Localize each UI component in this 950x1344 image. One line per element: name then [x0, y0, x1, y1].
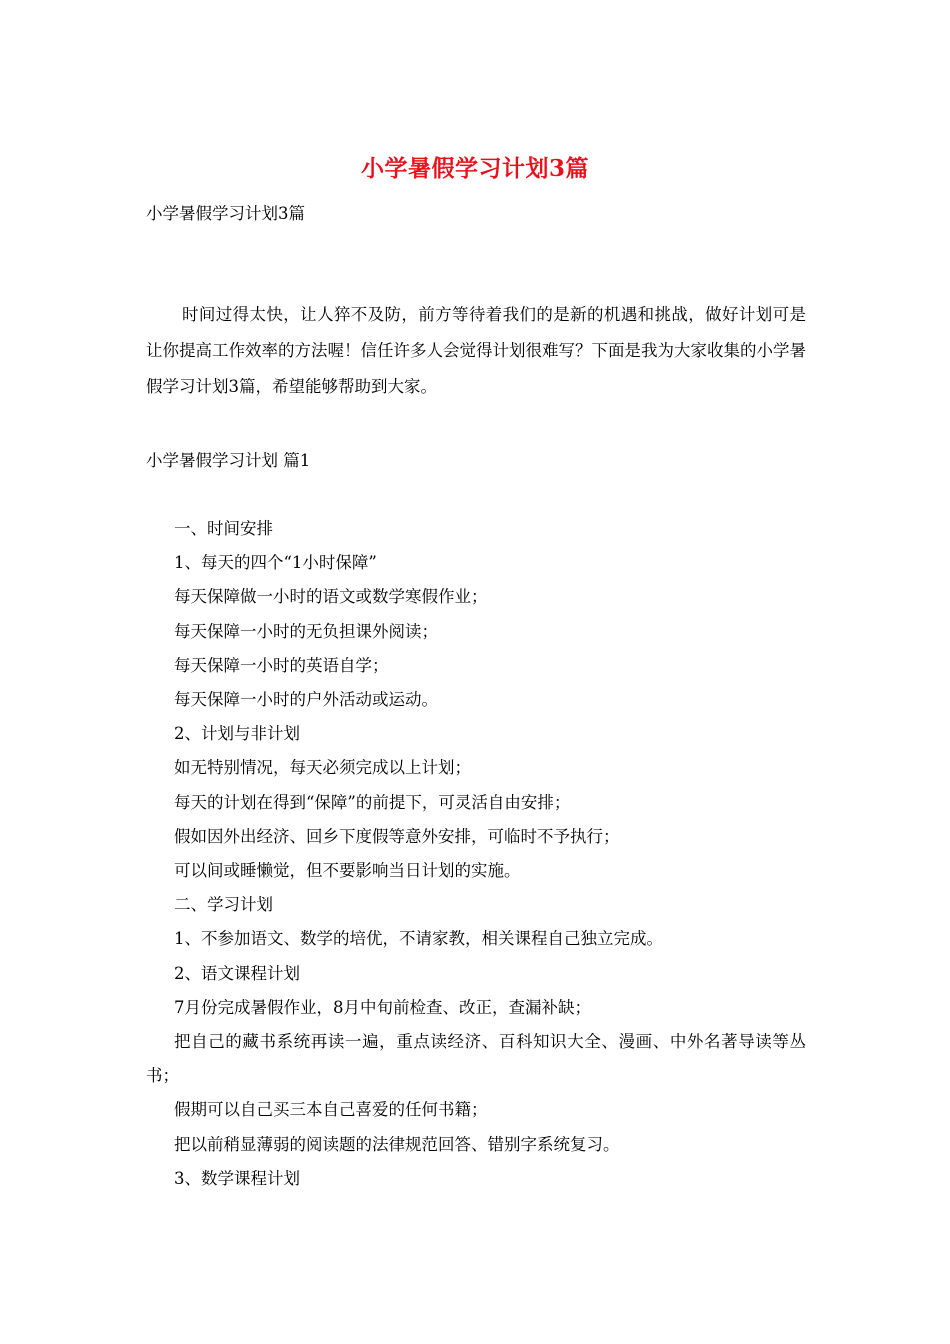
plan-line: 每天的计划在得到“保障”的前提下，可灵活自由安排； — [174, 792, 571, 812]
document-subtitle: 小学暑假学习计划3篇 — [146, 204, 305, 223]
plan-line: 2、计划与非计划 — [174, 724, 300, 744]
plan-line: 假期可以自己买三本自己喜爱的任何书籍； — [174, 1100, 488, 1120]
plan-line: 二、学习计划 — [174, 895, 273, 915]
plan-line: 每天保障一小时的英语自学； — [174, 655, 389, 675]
plan-line: 假如因外出经济、回乡下度假等意外安排，可临时不予执行； — [174, 826, 620, 846]
plan-line: 把自己的藏书系统再读一遍，重点读经济、百科知识大全、漫画、中外名著导读等丛书； — [146, 1032, 806, 1086]
plan-line: 如无特别情况，每天必须完成以上计划； — [174, 758, 471, 778]
plan-line: 2、语文课程计划 — [174, 963, 300, 983]
plan-line: 每天保障一小时的无负担课外阅读； — [174, 621, 438, 641]
plan-body — [146, 512, 806, 1196]
plan-line: 可以间或睡懒觉，但不要影响当日计划的实施。 — [174, 861, 521, 881]
plan-line: 每天保障一小时的户外活动或运动。 — [174, 690, 438, 710]
document-title: 小学暑假学习计划3篇 — [360, 155, 589, 182]
plan-line: 把以前稍显薄弱的阅读题的法律规范回答、错别字系统复习。 — [174, 1134, 620, 1154]
plan-line: 一、时间安排 — [174, 519, 273, 538]
plan-line: 3、数学课程计划 — [174, 1168, 300, 1188]
plan-line: 1、不参加语文、数学的培优，不请家教，相关课程自己独立完成。 — [174, 929, 663, 949]
intro-paragraph: 时间过得太快，让人猝不及防，前方等待着我们的是新的机遇和挑战，做好计划可是让你提高工作效率的方法喔！信任许多人会觉得计划很难写？下面是我为大家收集的小学暑假学习计划3篇，希望能够帮助到大家。 — [146, 305, 806, 396]
plan-line: 每天保障做一小时的语文或数学寒假作业； — [174, 587, 488, 607]
plan-line: 1、每天的四个“1小时保障” — [174, 553, 377, 573]
plan-line: 7月份完成暑假作业，8月中旬前检查、改正，查漏补缺； — [174, 997, 591, 1017]
section-heading: 小学暑假学习计划 篇1 — [146, 451, 311, 470]
